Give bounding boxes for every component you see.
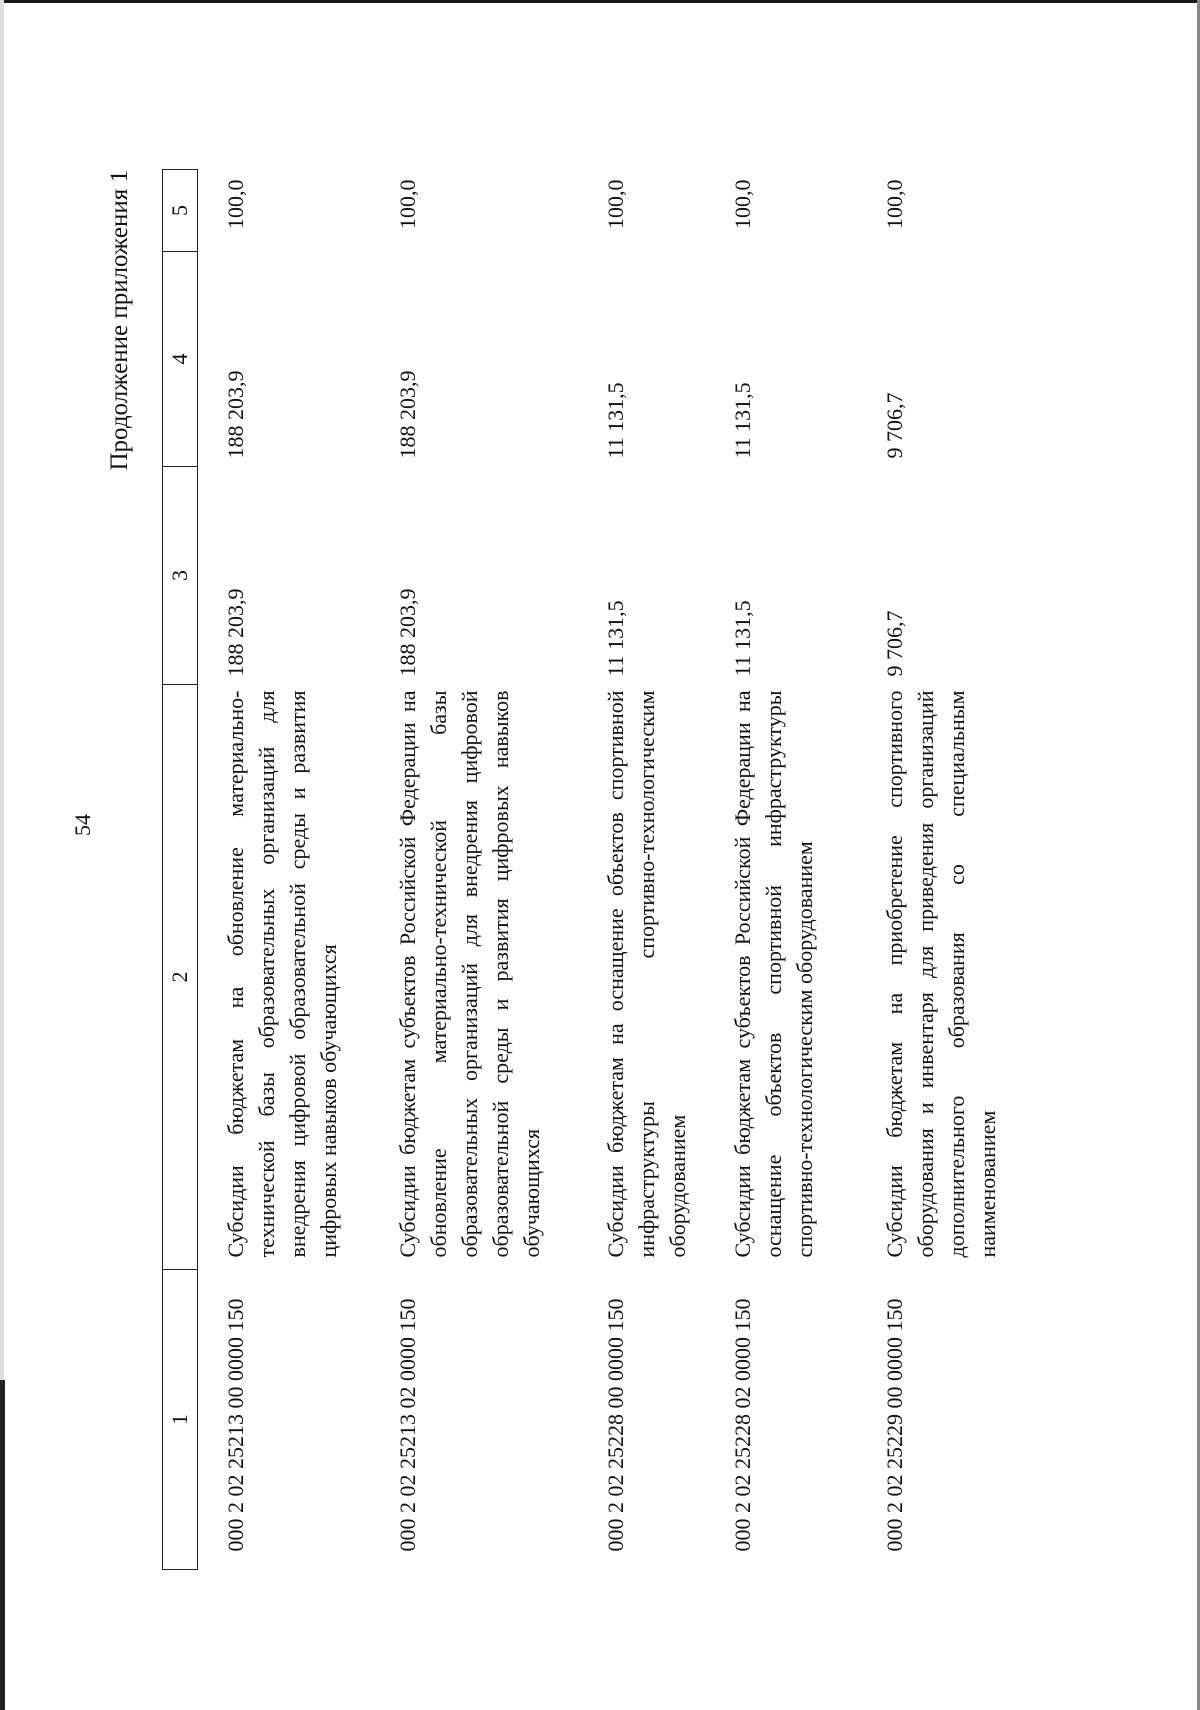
table-row <box>857 170 1019 1570</box>
value-col3: 11 131,5 <box>603 600 628 677</box>
value-col5: 100,0 <box>223 179 248 229</box>
continuation-label: Продолжение приложения 1 <box>106 170 133 471</box>
row-description: Субсидии бюджетам субъектов Российской Федерации на обновление материально-технической базы образовательных организаций для внедрения цифровой образовательной среды и развития цифровых навыков обучающихся <box>395 690 544 1258</box>
value-col4: 11 131,5 <box>730 382 755 459</box>
table-row <box>370 170 578 1570</box>
value-col4: 11 131,5 <box>603 382 628 459</box>
table-row <box>198 170 371 1570</box>
budget-code: 000 2 02 25229 00 0000 150 <box>882 1298 907 1552</box>
value-col5: 100,0 <box>603 179 628 229</box>
budget-code: 000 2 02 25228 00 0000 150 <box>603 1298 628 1552</box>
row-description: Субсидии бюджетам на приобретение спортивного оборудования и инвентаря для приведения организаций дополнительного образования со специальным наименованием <box>882 690 1000 1258</box>
column-header-5: 5 <box>163 170 198 252</box>
value-col3: 188 203,9 <box>223 588 248 677</box>
value-col4: 188 203,9 <box>395 370 420 459</box>
column-header-2: 2 <box>163 685 198 1270</box>
budget-code: 000 2 02 25213 00 0000 150 <box>223 1298 248 1552</box>
value-col4: 188 203,9 <box>223 370 248 459</box>
page-number: 54 <box>70 814 95 836</box>
budget-code: 000 2 02 25228 02 0000 150 <box>730 1298 755 1552</box>
value-col3: 11 131,5 <box>730 600 755 677</box>
table-header-row <box>163 170 198 1570</box>
column-header-4: 4 <box>163 252 198 467</box>
row-description: Субсидии бюджетам на оснащение объектов спортивной инфраструктуры спортивно-технологическим оборудованием <box>603 690 690 1258</box>
table-row <box>705 170 857 1570</box>
value-col4: 9 706,7 <box>882 392 907 459</box>
row-description: Субсидии бюджетам на обновление материально-технической базы образовательных организаций для внедрения цифровой образовательной среды и развития цифровых навыков обучающихся <box>223 690 341 1258</box>
value-col3: 188 203,9 <box>395 588 420 677</box>
value-col5: 100,0 <box>882 179 907 229</box>
row-description: Субсидии бюджетам субъектов Российской Федерации на оснащение объектов спортивной инфраструктуры спортивно-технологическим оборудованием <box>730 690 817 1258</box>
value-col5: 100,0 <box>395 179 420 229</box>
value-col3: 9 706,7 <box>882 610 907 677</box>
appendix-table <box>162 169 1019 1570</box>
table-row <box>578 170 705 1570</box>
value-col5: 100,0 <box>730 179 755 229</box>
budget-code: 000 2 02 25213 02 0000 150 <box>395 1298 420 1552</box>
column-header-3: 3 <box>163 467 198 685</box>
column-header-1: 1 <box>163 1270 198 1570</box>
